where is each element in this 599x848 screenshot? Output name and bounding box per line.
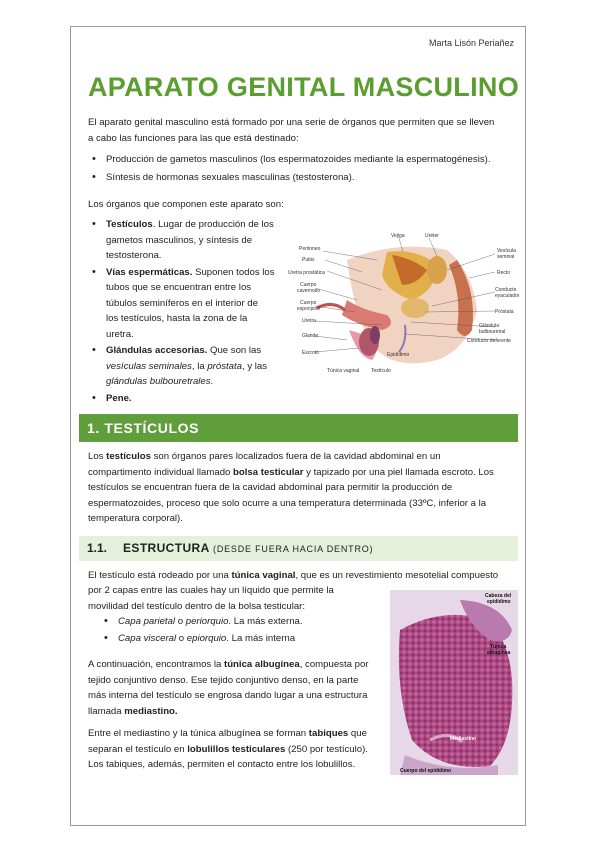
text-line: temperatura corporal).	[88, 513, 183, 524]
text: glándulas bulbouretrales	[106, 376, 211, 387]
label-cuerpo-1: Cuerpo	[300, 282, 317, 288]
term: tabiques	[308, 728, 349, 739]
text: . La más interna	[226, 632, 296, 644]
label-epididimo: Epidídimo	[387, 352, 410, 358]
label-tunica-vaginal: Túnica vaginal	[327, 368, 360, 374]
text: que	[348, 728, 367, 739]
text: El testículo está rodeado por una	[88, 570, 232, 581]
label-cuerpo-epididimo: Cuerpo del epidídimo	[400, 768, 452, 774]
subsection-number: 1.1.	[87, 541, 108, 555]
text-line	[88, 465, 518, 481]
label-vesicula: Vesícula	[497, 248, 516, 254]
anatomy-illustration	[287, 230, 519, 380]
text: Los	[88, 451, 107, 462]
term: túnica albugínea	[224, 659, 300, 670]
text: , compuesta por	[299, 659, 369, 670]
organs-list	[88, 217, 278, 406]
capas-list	[100, 614, 360, 646]
text: uretra.	[106, 328, 134, 340]
text-line: por 2 capas entre las cuales hay un líquido que permite la	[88, 585, 334, 596]
label-uretra: Uretra	[302, 318, 316, 324]
text: vesículas seminales	[106, 360, 192, 372]
text: próstata	[207, 360, 242, 372]
text-line	[88, 657, 381, 673]
term: lobulillos testiculares	[187, 743, 286, 755]
text: Suponen todos los	[192, 266, 275, 278]
text: tubos que se encuentran entre los	[106, 282, 252, 293]
text: o	[175, 616, 186, 627]
label-cuerpo-2: Cuerpo	[300, 300, 317, 306]
text-line	[88, 742, 381, 758]
text: los testículos, hasta la zona de la	[106, 313, 248, 324]
histology-micrograph	[390, 590, 518, 775]
text-line: movilidad del testículo dentro de la bolsa testicular:	[88, 600, 306, 612]
label-mediastino: Mediastino	[450, 736, 477, 742]
subsection-title: ESTRUCTURA	[123, 541, 210, 555]
text: separan el testículo en	[88, 743, 188, 755]
text: testosterona.	[106, 250, 162, 261]
albuginea-paragraph	[88, 657, 381, 719]
text: y tapizado por una piel llamada escroto. Los	[303, 466, 494, 478]
label-uretra-prostatica: Uretra prostática	[288, 270, 325, 276]
text-line	[88, 704, 381, 720]
label-tunica-2: albugínea	[487, 650, 511, 656]
label-conducto-deferente: Conducto deferente	[467, 338, 511, 344]
text-line	[88, 449, 518, 465]
label-tunica-1: Túnica	[490, 644, 507, 650]
text: son órganos pares localizados fuera de la cavidad abdominal en un	[150, 451, 441, 462]
text-line	[88, 568, 518, 584]
list-item: • Producción de gametos masculinos (los espermatozoides mediante la espermatogénesis).	[88, 152, 518, 168]
label-cavernoso: cavernoso	[297, 288, 321, 294]
label-eyaculador: eyaculador	[495, 293, 519, 299]
term: túnica vaginal	[231, 570, 296, 581]
list-item	[100, 631, 360, 647]
term: testículos	[106, 451, 151, 462]
text: compartimento individual llamado	[88, 466, 234, 478]
structure-paragraph-cont	[88, 583, 381, 614]
term: Glándulas accesorias.	[106, 345, 208, 356]
organs-intro: Los órganos que componen este aparato son:	[88, 199, 284, 210]
text: túbulos seminíferos en el interior de	[106, 297, 258, 309]
label-esponjoso: esponjoso	[297, 306, 320, 312]
text: A continuación, encontramos la	[88, 659, 224, 670]
label-bulbouretral: bulbouretral	[479, 329, 506, 335]
text: o	[176, 632, 187, 644]
term: epiorquio	[186, 632, 227, 644]
label-cabeza-2: epidídimo	[487, 599, 511, 605]
term: mediastino.	[124, 705, 178, 717]
text-line: espermatozoides, proceso que solo ocurre a una temperatura determinada (33ºC, inferior a la	[88, 497, 487, 509]
organ-item-testiculos	[88, 217, 278, 264]
text: , que es un revestimiento mesotelial compuesto	[295, 570, 499, 581]
subsection-heading-estructura	[79, 536, 518, 561]
label-conducto: Conducto	[495, 287, 517, 293]
author-name: Marta Lisón Periañez	[428, 38, 514, 48]
organ-item-glandulas	[88, 343, 278, 390]
text: , la	[191, 360, 208, 372]
text: Entre el mediastino y la túnica albugínea se forman	[88, 728, 309, 739]
label-glande: Glande	[302, 333, 319, 339]
page-title: APARATO GENITAL MASCULINO	[88, 72, 519, 102]
functions-list	[88, 152, 518, 185]
label-peritoneo: Peritoneo	[299, 246, 321, 252]
term: Testículos	[106, 219, 153, 230]
label-pubis: Pubis	[302, 257, 315, 263]
term: Capa parietal	[118, 616, 176, 627]
label-vejiga: Vejiga	[391, 233, 405, 239]
label-seminal: seminal	[497, 254, 515, 260]
text: (250 por testículo).	[285, 743, 368, 755]
organ-item-pene	[88, 391, 278, 407]
intro-line-1: El aparato genital masculino está formado por una serie de órganos que permiten que se lleven	[88, 117, 495, 128]
label-testiculo: Testículo	[371, 368, 391, 374]
section-heading-testiculos: 1. TESTÍCULOS	[79, 414, 518, 442]
term: bolsa testicular	[233, 466, 304, 478]
text: . Lugar de producción de los	[152, 219, 274, 230]
intro-paragraph	[88, 115, 518, 146]
list-item	[100, 614, 360, 630]
intro-line-2: a cabo las funciones para las que está destinado:	[88, 132, 299, 144]
text-line: testículos se encuentran fuera de la cavidad abdominal para permitir la producción de	[88, 482, 453, 493]
text: Que son las	[207, 345, 262, 356]
structure-paragraph	[88, 568, 518, 584]
label-ureter: Uréter	[425, 233, 439, 239]
text-line: más interna del testículo se engrosa dando lugar a una estructura	[88, 690, 368, 701]
text: , y las	[242, 360, 268, 372]
term: Vías espermáticas.	[106, 266, 193, 278]
tabiques-paragraph	[88, 726, 381, 773]
text-line: Los tabiques, además, permiten el contacto entre los lobulillos.	[88, 759, 356, 770]
subsection-subtitle: (DESDE FUERA HACIA DENTRO)	[213, 544, 374, 554]
text: . La más externa.	[228, 616, 303, 627]
text-line: tejido conjuntivo denso. Ese tejido conjuntivo denso, en la parte	[88, 674, 359, 686]
text-line	[88, 726, 381, 742]
text: gametos masculinos, y síntesis de	[106, 234, 253, 246]
organ-item-vias	[88, 265, 278, 343]
label-prostata: Próstata	[495, 309, 514, 315]
term: Capa visceral	[118, 632, 177, 644]
label-cabeza-1: Cabeza del	[485, 593, 512, 599]
label-recto: Recto	[497, 270, 511, 276]
term: periorquio	[185, 616, 229, 627]
term: Pene.	[106, 392, 132, 404]
text: .	[210, 376, 214, 387]
testiculos-paragraph	[88, 449, 518, 527]
label-glandula: Glándula	[479, 323, 500, 329]
label-escroto: Escroto	[302, 350, 319, 356]
list-item: • Síntesis de hormonas sexuales masculinas (testosterona).	[88, 170, 518, 186]
text: llamada	[88, 705, 125, 717]
